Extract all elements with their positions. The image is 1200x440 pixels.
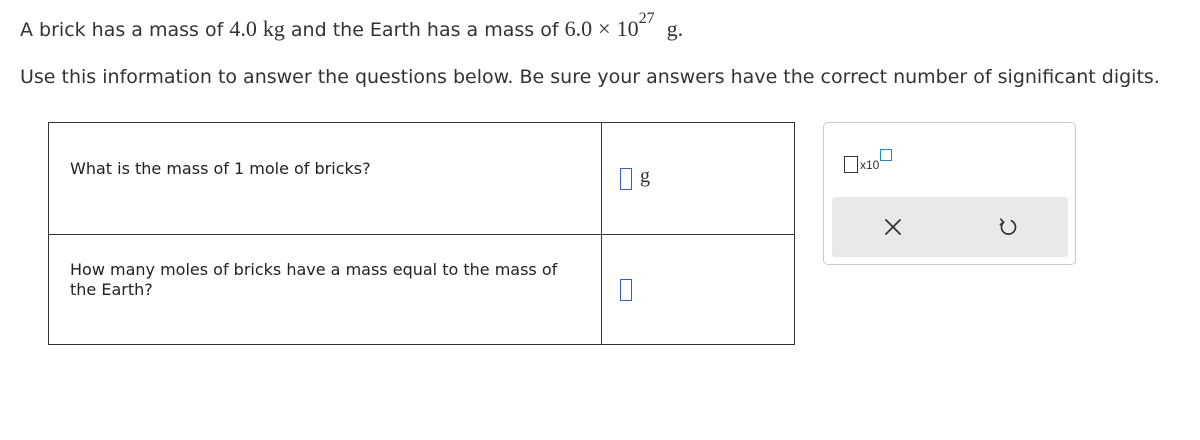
answer-input-mole-mass[interactable] <box>620 168 632 190</box>
earth-mass-mantissa: 6.0 <box>564 16 593 41</box>
problem-statement-line1 <box>20 10 684 48</box>
clear-button[interactable] <box>882 216 904 238</box>
earth-mass-unit: g. <box>666 16 684 41</box>
answer-input-moles[interactable] <box>620 279 632 301</box>
question-row <box>49 123 794 235</box>
scientific-notation-button[interactable] <box>844 149 892 177</box>
sci-x10-label: x10 <box>860 158 880 172</box>
earth-mass-exponent: 27 <box>638 10 655 27</box>
statement-prefix: A brick has a mass of <box>20 19 230 41</box>
statement-middle: and the Earth has a mass of <box>284 19 565 41</box>
column-divider <box>601 234 602 344</box>
math-tool-panel <box>823 122 1076 265</box>
earth-mass-base: 10 <box>616 16 639 41</box>
instructions: Use this information to answer the questions below. Be sure your answers have the correct number of significant digits. <box>20 66 1160 88</box>
sci-exponent-box <box>880 149 892 161</box>
column-divider <box>601 123 602 234</box>
action-bar <box>832 197 1068 257</box>
question-text: How many moles of bricks have a mass equal to the mass of the Earth? <box>70 260 558 299</box>
answer-unit: g <box>640 165 650 187</box>
question-row <box>49 234 794 344</box>
brick-mass-unit: kg <box>262 16 285 41</box>
brick-mass-value: 4.0 <box>229 16 257 41</box>
times-symbol: × <box>598 16 611 41</box>
question-table <box>48 122 795 345</box>
undo-icon <box>997 216 1019 238</box>
question-text: What is the mass of 1 mole of bricks? <box>70 159 371 178</box>
close-icon <box>882 216 904 238</box>
undo-button[interactable] <box>997 216 1019 238</box>
sci-mantissa-box <box>844 156 858 173</box>
